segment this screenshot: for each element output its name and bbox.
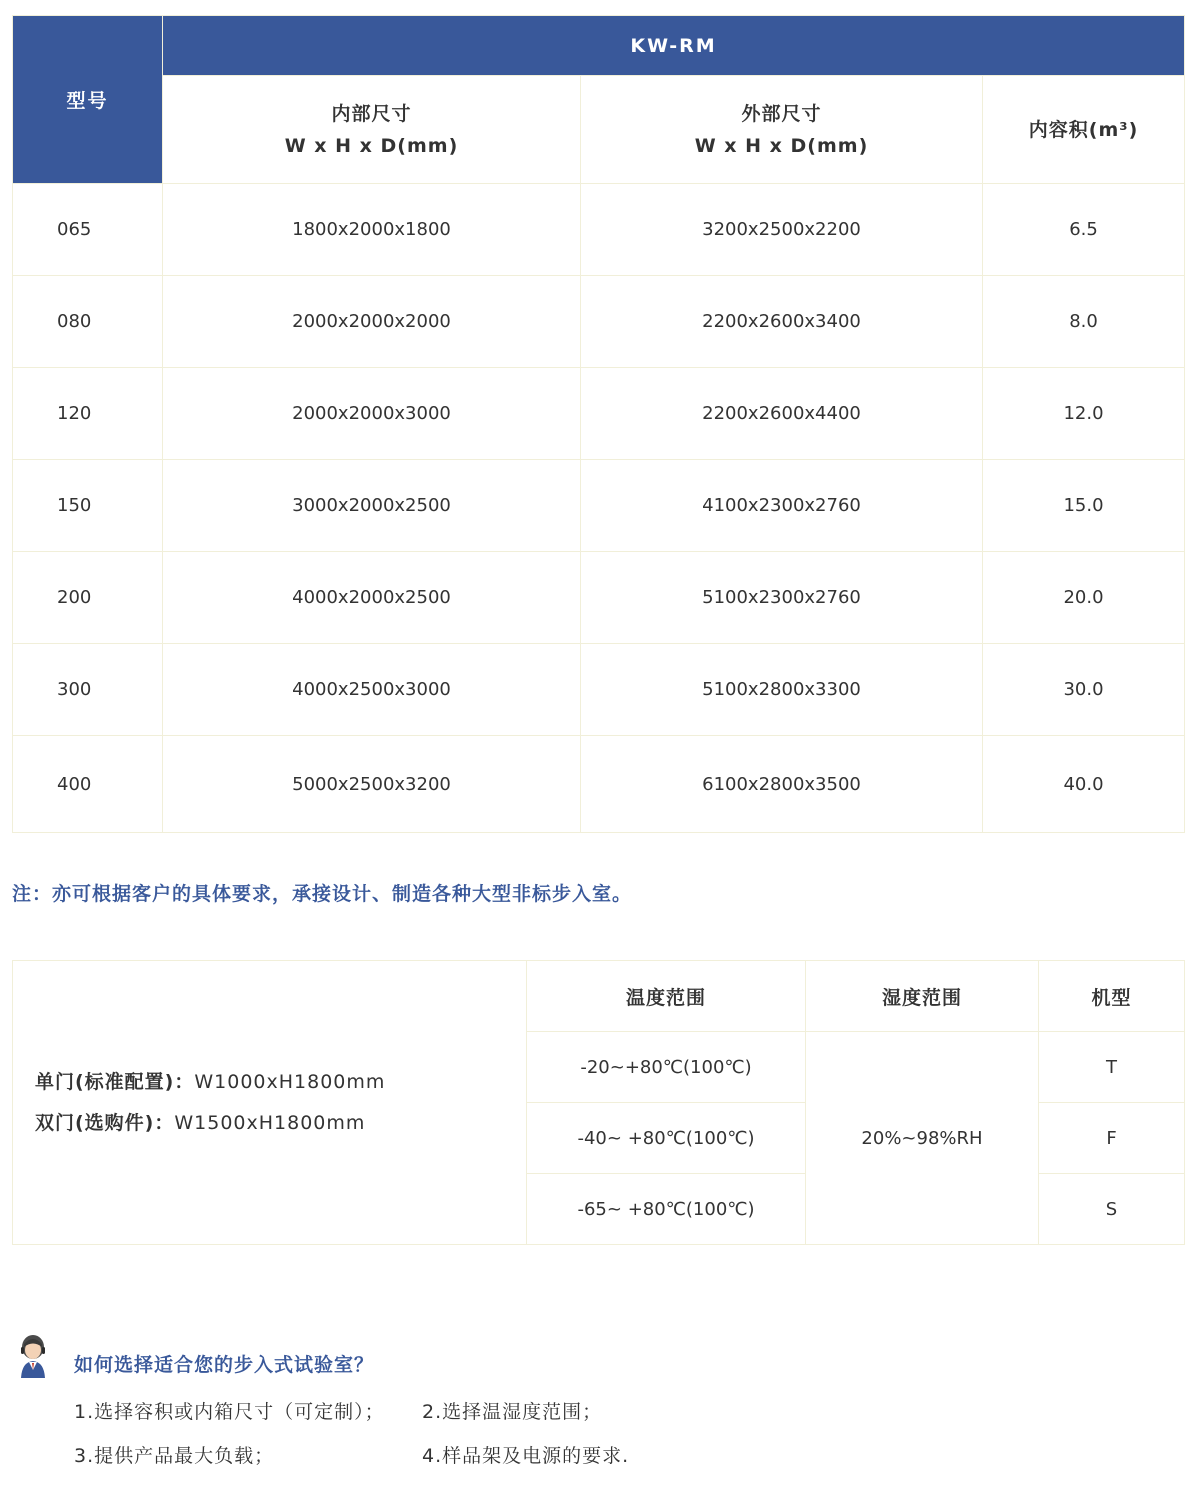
model-cell: 300 [13, 644, 163, 736]
table-row [13, 368, 1185, 460]
volume-cell: 40.0 [983, 736, 1185, 833]
single-door-label: 单门(标准配置)： [35, 1070, 195, 1093]
double-door-value: W1500xH1800mm [174, 1111, 366, 1134]
guide-title: 如何选择适合您的步入式试验室？ [74, 1354, 375, 1376]
outer-size-cell: 2200x2600x4400 [581, 368, 983, 460]
table-row [13, 276, 1185, 368]
volume-cell: 8.0 [983, 276, 1185, 368]
outer-size-cell: 5100x2300x2760 [581, 552, 983, 644]
inner-size-cell: 5000x2500x3200 [163, 736, 581, 833]
table-row [13, 460, 1185, 552]
guide-step-4: 4.样品架及电源的要求. [422, 1445, 630, 1467]
table-row [13, 736, 1185, 833]
outer-size-cell: 4100x2300x2760 [581, 460, 983, 552]
model-header: 型号 [13, 16, 163, 184]
inner-size-cell: 4000x2500x3000 [163, 644, 581, 736]
inner-size-cell: 2000x2000x2000 [163, 276, 581, 368]
model-cell: 200 [13, 552, 163, 644]
outer-size-unit: W x H x D(mm) [694, 134, 869, 157]
outer-size-cell: 6100x2800x3500 [581, 736, 983, 833]
inner-size-cell: 2000x2000x3000 [163, 368, 581, 460]
type-cell: F [1039, 1103, 1185, 1174]
outer-size-header [581, 76, 983, 184]
model-cell: 080 [13, 276, 163, 368]
double-door-label: 双门(选购件)： [35, 1111, 175, 1134]
temperature-cell: -65~ +80℃(100℃) [527, 1174, 806, 1245]
inner-size-header [163, 76, 581, 184]
series-header: KW-RM [163, 16, 1185, 76]
temperature-cell: -40~ +80℃(100℃) [527, 1103, 806, 1174]
single-door-line [35, 1062, 526, 1103]
customer-service-icon [18, 1330, 48, 1380]
door-range-table [12, 960, 1185, 1245]
inner-size-label: 内部尺寸 [331, 102, 412, 125]
volume-cell: 20.0 [983, 552, 1185, 644]
model-cell: 065 [13, 184, 163, 276]
single-door-value: W1000xH1800mm [194, 1070, 386, 1093]
volume-cell: 6.5 [983, 184, 1185, 276]
spec-table [12, 15, 1185, 833]
temperature-cell: -20~+80℃(100℃) [527, 1032, 806, 1103]
table-row [13, 644, 1185, 736]
door-size-cell [13, 961, 527, 1245]
table-row [13, 552, 1185, 644]
volume-cell: 30.0 [983, 644, 1185, 736]
type-cell: S [1039, 1174, 1185, 1245]
type-cell: T [1039, 1032, 1185, 1103]
type-header: 机型 [1039, 961, 1185, 1032]
volume-label: 内容积(m³) [1028, 118, 1139, 141]
outer-size-cell: 5100x2800x3300 [581, 644, 983, 736]
volume-cell: 12.0 [983, 368, 1185, 460]
inner-size-cell: 3000x2000x2500 [163, 460, 581, 552]
volume-header [983, 76, 1185, 184]
guide-step-1: 1.选择容积或内箱尺寸（可定制）； [74, 1401, 385, 1423]
outer-size-cell: 3200x2500x2200 [581, 184, 983, 276]
model-cell: 120 [13, 368, 163, 460]
custom-note: 注：亦可根据客户的具体要求，承接设计、制造各种大型非标步入室。 [12, 883, 633, 905]
table-row [13, 184, 1185, 276]
guide-step-3: 3.提供产品最大负载； [74, 1445, 275, 1467]
model-cell: 150 [13, 460, 163, 552]
humidity-header: 湿度范围 [806, 961, 1039, 1032]
model-cell: 400 [13, 736, 163, 833]
guide-step-2: 2.选择温湿度范围； [422, 1401, 603, 1423]
inner-size-unit: W x H x D(mm) [284, 134, 459, 157]
inner-size-cell: 1800x2000x1800 [163, 184, 581, 276]
temperature-header: 温度范围 [527, 961, 806, 1032]
humidity-cell: 20%~98%RH [806, 1032, 1039, 1245]
outer-size-label: 外部尺寸 [741, 102, 822, 125]
inner-size-cell: 4000x2000x2500 [163, 552, 581, 644]
volume-cell: 15.0 [983, 460, 1185, 552]
double-door-line [35, 1103, 526, 1144]
outer-size-cell: 2200x2600x3400 [581, 276, 983, 368]
